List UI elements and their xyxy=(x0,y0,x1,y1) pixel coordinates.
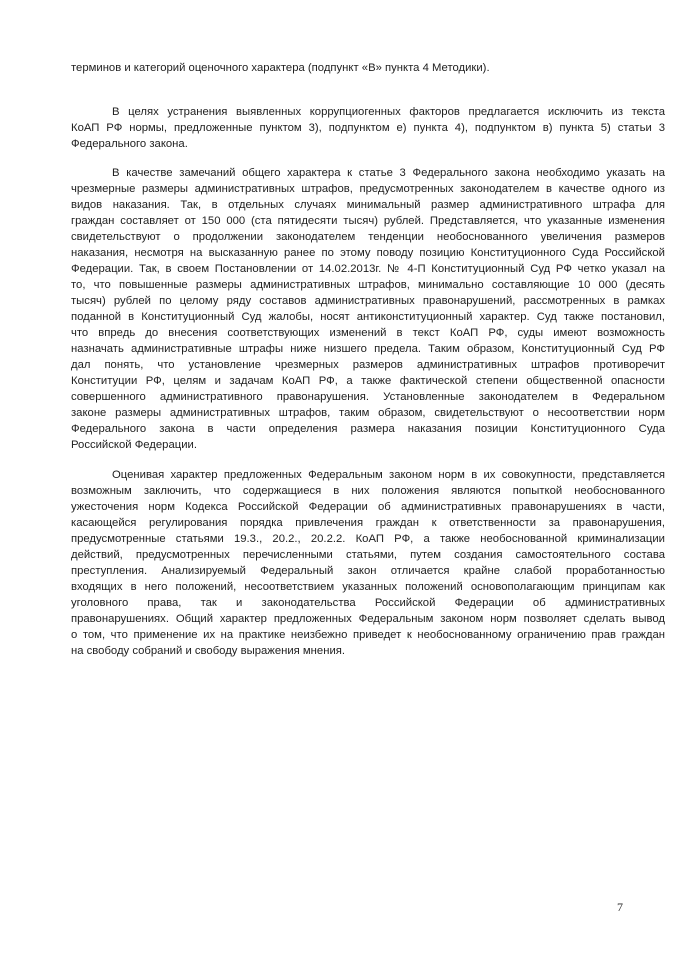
text-line: что впредь до внесения соответствующих изменений в текст КоАП РФ, суды имеют возможность xyxy=(71,327,665,339)
text-line: о том, что применение их на практике неизбежно приведет к необоснованному ограничению прав граждан xyxy=(71,629,665,641)
paragraph xyxy=(71,165,665,453)
text-line: граждан составляет от 150 000 (ста пятидесяти тысяч) рублей. Представляется, что указанные изменения xyxy=(71,215,665,227)
text-line: чрезмерные размеры административных штрафов, предусмотренных законодателем в качестве одного из xyxy=(71,183,665,195)
text-line: В целях устранения выявленных коррупциогенных факторов предлагается исключить из текста xyxy=(112,106,665,118)
text-line: возможным заключить, что содержащиеся в них положения являются попыткой необоснованного xyxy=(71,485,665,497)
text-line: Федерального закона. xyxy=(71,138,188,150)
text-line: Федерального закона в части определения размера наказания позиции Конституционного Суда xyxy=(71,423,665,435)
paragraph xyxy=(71,104,665,152)
text-line: действий, предусмотренных перечисленными статьями, путем создания самостоятельного состава xyxy=(71,549,665,561)
text-line: тысяч) рублей по целому ряду составов административных правонарушений, рассмотренных в рамках xyxy=(71,295,665,307)
paragraph xyxy=(71,60,665,76)
page-number: 7 xyxy=(617,900,623,914)
text-line: свидетельствуют о продолжении законодателем тенденции необоснованного увеличения размеров xyxy=(71,231,665,243)
text-line: касающейся регулирования порядка привлечения граждан к ответственности за правонарушения, xyxy=(71,517,665,529)
paragraph xyxy=(71,467,665,659)
text-line: видов наказания. Так, в отдельных случаях минимальный размер административного штрафа для xyxy=(71,199,665,211)
text-line: то, что повышенные размеры административных штрафов, минимально составляющие 10 000 (десять xyxy=(71,279,665,291)
text-line: Конституции РФ, целям и задачам КоАП РФ, а также фактической степени общественной опасности xyxy=(71,375,665,387)
text-line: наказания, несмотря на высказанную ранее по этому поводу позицию Конституционного Суда Российской xyxy=(71,247,665,259)
text-line: дал понять, что установление чрезмерных размеров административных штрафов противоречит xyxy=(71,359,665,371)
text-line: поданной в Конституционный Суд жалобы, носят антиконституционный характер. Суд также постановил, xyxy=(71,311,665,323)
text-line: Федерации. Так, в своем Постановлении от 14.02.2013г. № 4-П Конституционный Суд РФ четко указал на xyxy=(71,263,665,275)
text-line: на свободу собраний и свободу выражения мнения. xyxy=(71,645,346,657)
text-line: Российской Федерации. xyxy=(71,439,197,451)
text-line: ужесточения норм Кодекса Российской Федерации об административных правонарушениях в части, xyxy=(71,501,665,513)
text-line: правонарушениях. Общий характер предложенных Федеральным законом норм позволяет сделать вывод xyxy=(71,613,665,625)
text-line: уголовного права, так и законодательства Российской Федерации об административных xyxy=(71,597,665,609)
document-text xyxy=(71,60,665,659)
text-line: В качестве замечаний общего характера к статье 3 Федерального закона необходимо указать на xyxy=(112,167,665,179)
text-line: предусмотренные статьями 19.3., 20.2., 20.2.2. КоАП РФ, а также необоснованной криминализации xyxy=(71,533,665,545)
text-line: законе размеры административных штрафов, таким образом, свидетельствуют о несоответствии норм xyxy=(71,407,665,419)
text-line: входящих в него положений, несоответствием указанных положений основополагающим принципам как xyxy=(71,581,665,593)
text-line: терминов и категорий оценочного характера (подпункт «В» пункта 4 Методики). xyxy=(71,62,490,74)
text-line: преступления. Анализируемый Федеральный закон отличается крайне слабой проработанностью xyxy=(71,565,665,577)
text-line: КоАП РФ нормы, предложенные пунктом 3), подпунктом е) пункта 4), подпунктом в) пункта 5) статьи 3 xyxy=(71,122,665,134)
text-line: совершенного административного правонарушения. Установленные законодателем в Федеральном xyxy=(71,391,665,403)
text-line: Оценивая характер предложенных Федеральным законом норм в их совокупности, представляется xyxy=(112,469,665,481)
text-line: назначать административные штрафы ниже низшего предела. Таким образом, Конституционный Суд РФ xyxy=(71,343,665,355)
